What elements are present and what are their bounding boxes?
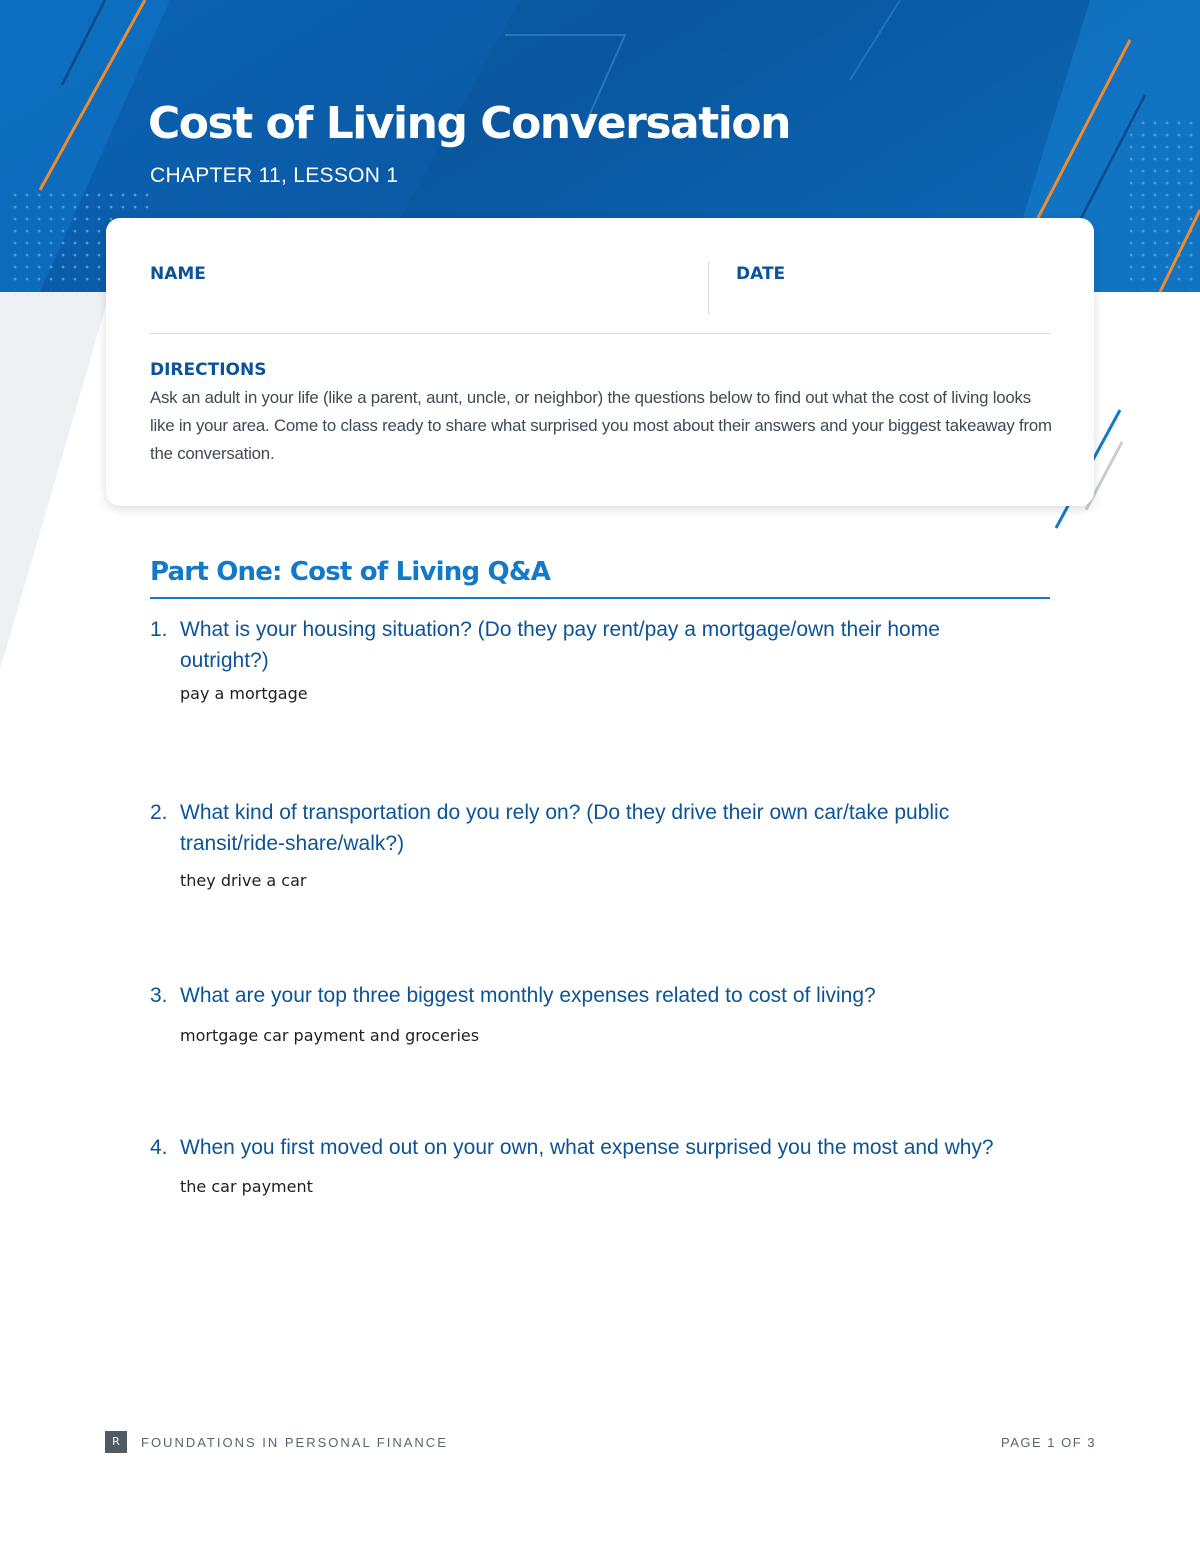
answer-text: pay a mortgage	[180, 684, 308, 703]
answer-text: the car payment	[180, 1177, 313, 1196]
question-text: When you first moved out on your own, what expense surprised you the most and why?	[180, 1136, 994, 1159]
info-card	[106, 218, 1094, 506]
page-number: PAGE 1 OF 3	[1000, 1435, 1096, 1450]
page-title: Cost of Living Conversation	[148, 98, 790, 149]
directions-text: Ask an adult in your life (like a parent, aunt, uncle, or neighbor) the questions below to find out what the cost of living looks like in your area. Come to class ready to share what surprised you most about their answers and your biggest takeaway from the conversation.	[150, 388, 1052, 463]
field-divider	[708, 262, 709, 314]
course-name: FOUNDATIONS IN PERSONAL FINANCE	[141, 1435, 448, 1450]
question-text: What are your top three biggest monthly expenses related to cost of living?	[180, 984, 876, 1007]
date-label: DATE	[736, 264, 786, 284]
answer-text: they drive a car	[180, 871, 307, 890]
chapter-lesson-label: CHAPTER 11, LESSON 1	[150, 164, 399, 187]
name-label: NAME	[150, 264, 206, 284]
brand-logo-icon: R	[105, 1431, 127, 1453]
answer-text: mortgage car payment and groceries	[180, 1026, 480, 1045]
question-number: 4.	[150, 1136, 168, 1159]
question-number: 3.	[150, 984, 168, 1007]
question-number: 2.	[150, 801, 168, 824]
question-number: 1.	[150, 618, 168, 641]
part-one-title: Part One: Cost of Living Q&A	[150, 557, 551, 587]
directions-label: DIRECTIONS	[150, 360, 267, 380]
question-text: What is your housing situation? (Do they pay rent/pay a mortgage/own their home outright?)	[180, 618, 940, 672]
question-text: What kind of transportation do you rely on? (Do they drive their own car/take public transit/ride-share/walk?)	[180, 801, 950, 855]
card-divider	[150, 333, 1050, 334]
part-one-rule	[150, 597, 1050, 599]
